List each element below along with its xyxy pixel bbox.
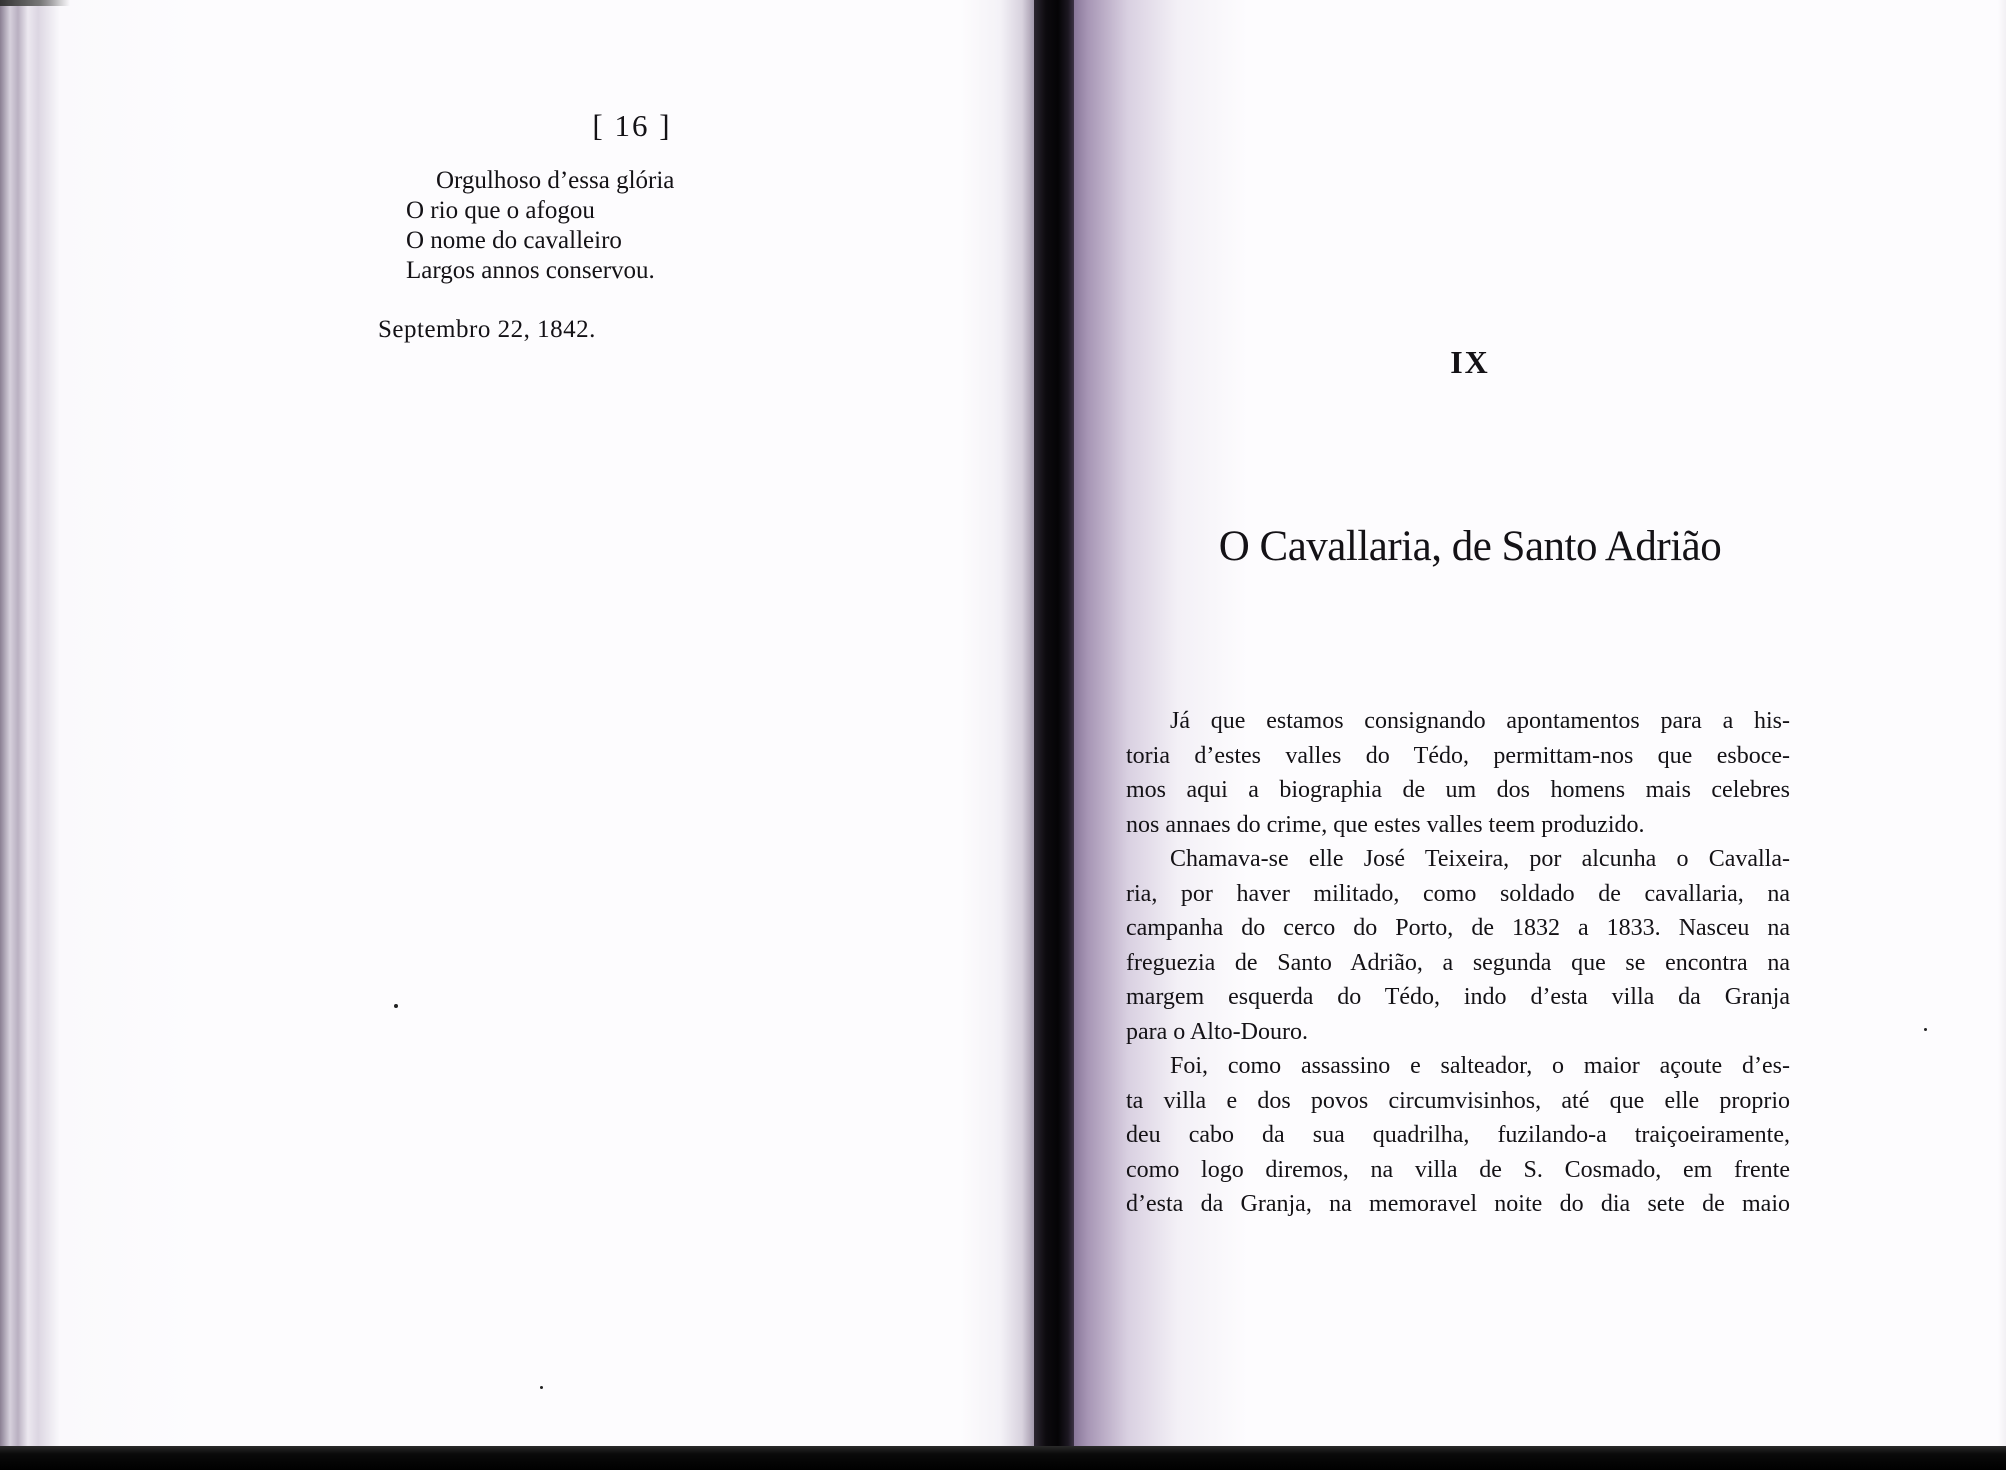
scan-speck (540, 1386, 543, 1389)
text-line: campanha do cerco do Porto, de 1832 a 1833. Nasceu na (1126, 915, 1790, 941)
poem-line: O nome do cavalleiro (406, 227, 622, 254)
text-line: como logo diremos, na villa de S. Cosmado, em frente (1126, 1156, 1790, 1183)
book-gutter (1034, 0, 1074, 1448)
text-line: toria d’estes valles do Tédo, permittam-nos que esboce- (1126, 742, 1790, 769)
poem-line: O rio que o afogou (406, 197, 595, 224)
text-line: d’esta da Granja, na memoravel noite do dia sete de maio (1126, 1191, 1790, 1217)
corner-mark (0, 0, 70, 6)
text-line: freguezia de Santo Adrião, a segunda que se encontra na (1126, 949, 1790, 976)
text-line: Já que estamos consignando apontamentos para a his- (1170, 708, 1790, 734)
poem-stanza (406, 166, 674, 286)
text-line: nos annaes do crime, que estes valles teem produzido. (1126, 811, 1645, 838)
text-line: Chamava-se elle José Teixeira, por alcunha o Cavalla- (1170, 846, 1790, 872)
chapter-title: O Cavallaria, de Santo Adrião (1218, 523, 1722, 570)
text-line: ta villa e dos povos circumvisinhos, até que elle proprio (1126, 1087, 1790, 1114)
text-line: Foi, como assassino e salteador, o maior açoute d’es- (1170, 1053, 1790, 1079)
chapter-body (1126, 704, 1790, 1222)
page-number: [ 16 ] (592, 108, 672, 143)
text-line: ria, por haver militado, como soldado de cavallaria, na (1126, 880, 1790, 907)
poem-line: Orgulhoso d’essa glória (436, 167, 675, 194)
text-line: mos aqui a biographia de um dos homens mais celebres (1126, 777, 1790, 803)
text-line: deu cabo da sua quadrilha, fuzilando-a traiçoeiramente, (1126, 1122, 1790, 1148)
scan-speck (1924, 1028, 1927, 1031)
chapter-numeral: IX (1450, 344, 1490, 380)
poem-line: Largos annos conservou. (406, 257, 655, 284)
text-line: para o Alto-Douro. (1126, 1018, 1308, 1045)
poem-date: Septembro 22, 1842. (378, 316, 596, 343)
text-line: margem esquerda do Tédo, indo d’esta villa da Granja (1126, 984, 1790, 1010)
bottom-shadow (0, 1446, 2006, 1470)
scan-speck (394, 1004, 398, 1008)
